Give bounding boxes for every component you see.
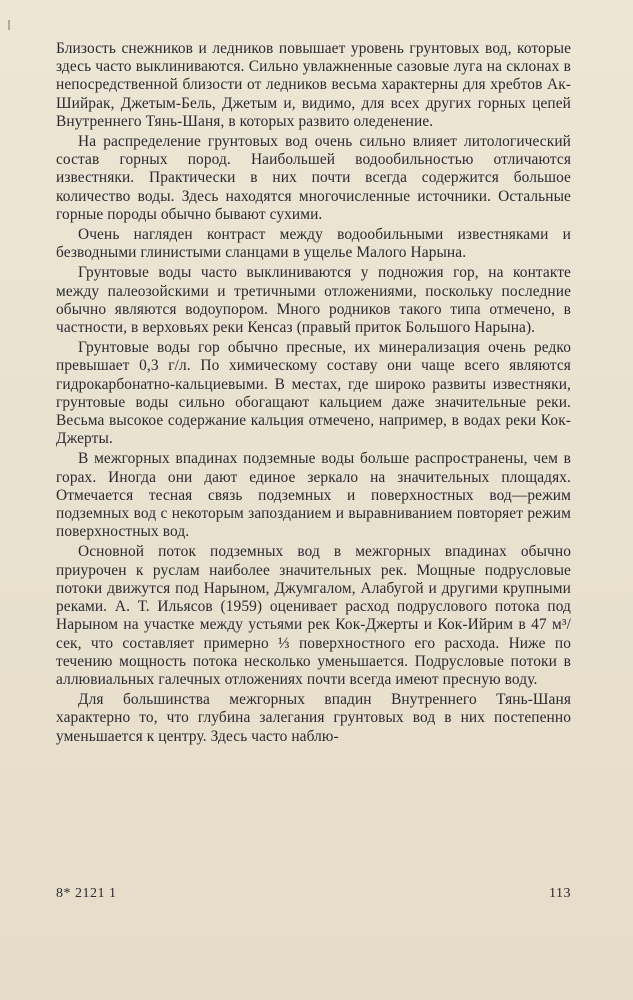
printer-signature: 8* 2121 1 [56,886,117,901]
paragraph: На распределение грунтовых вод очень сильно влияет литологический состав горных пород. Наибольшей водообильностью отличаются известняки. Практически в них почти всегда содержится большое количество воды. Здесь находятся многочисленные источники. Остальные горные породы обычно бывают сухими. [56,133,571,223]
body-text [56,40,571,746]
paragraph: Основной поток подземных вод в межгорных впадинах обычно приурочен к руслам наиболее значительных рек. Мощные подрусловые потоки движутся под Нарыном, Джумгалом, Алабугой и другими крупными реками. А. Т. Ильясов (1959) оценивает расход подруслового потока под Нарыном на участке между устьями рек Кок-Джерты и Кок-Ийрим в 47 м³/сек, что составляет примерно ⅓ поверхностного его расхода. Ниже по течению мощность потока несколько уменьшается. Подрусловые потоки в аллювиальных галечных отложениях почти всегда имеют пресную воду. [56,543,571,688]
page-number: 113 [549,886,571,901]
paragraph: В межгорных впадинах подземные воды больше распространены, чем в горах. Иногда они дают единое зеркало на значительных площадях. Отмечается тесная связь подземных и поверхностных вод—режим подземных вод с некоторым запозданием и выравниванием повторяет режим поверхностных вод. [56,450,571,541]
margin-mark [8,20,10,30]
paragraph: Очень нагляден контраст между водообильными известняками и безводными глинистыми сланцами в ущелье Малого Нарына. [56,226,571,262]
paragraph: Близость снежников и ледников повышает уровень грунтовых вод, которые здесь часто выклиниваются. Сильно увлажненные сазовые луга на склонах в непосредственной близости от ледников весьма характерны для хребтов Ак-Шийрак, Джетым-Бель, Джетым и, видимо, для всех других горных цепей Внутреннего Тянь-Шаня, в которых развито оледенение. [56,40,571,130]
paragraph: Для большинства межгорных впадин Внутреннего Тянь-Шаня характерно то, что глубина залегания грунтовых вод в них постепенно уменьшается к центру. Здесь часто наблю- [56,691,571,745]
paragraph: Грунтовые воды гор обычно пресные, их минерализация очень редко превышает 0,3 г/л. По химическому составу они чаще всего являются гидрокарбонатно-кальциевыми. В местах, где широко развиты известняки, грунтовые воды сильно обогащают кальцием даже значительные реки. Весьма высокое содержание кальция отмечено, например, в водах реки Кок-Джерты. [56,339,571,448]
paragraph: Грунтовые воды часто выклиниваются у подножия гор, на контакте между палеозойскими и третичными отложениями, поскольку последние обычно являются водоупором. Много родников такого типа отмечено, в частности, в верховьях реки Кенсаз (правый приток Большого Нарына). [56,264,571,337]
page-footer [56,886,571,906]
